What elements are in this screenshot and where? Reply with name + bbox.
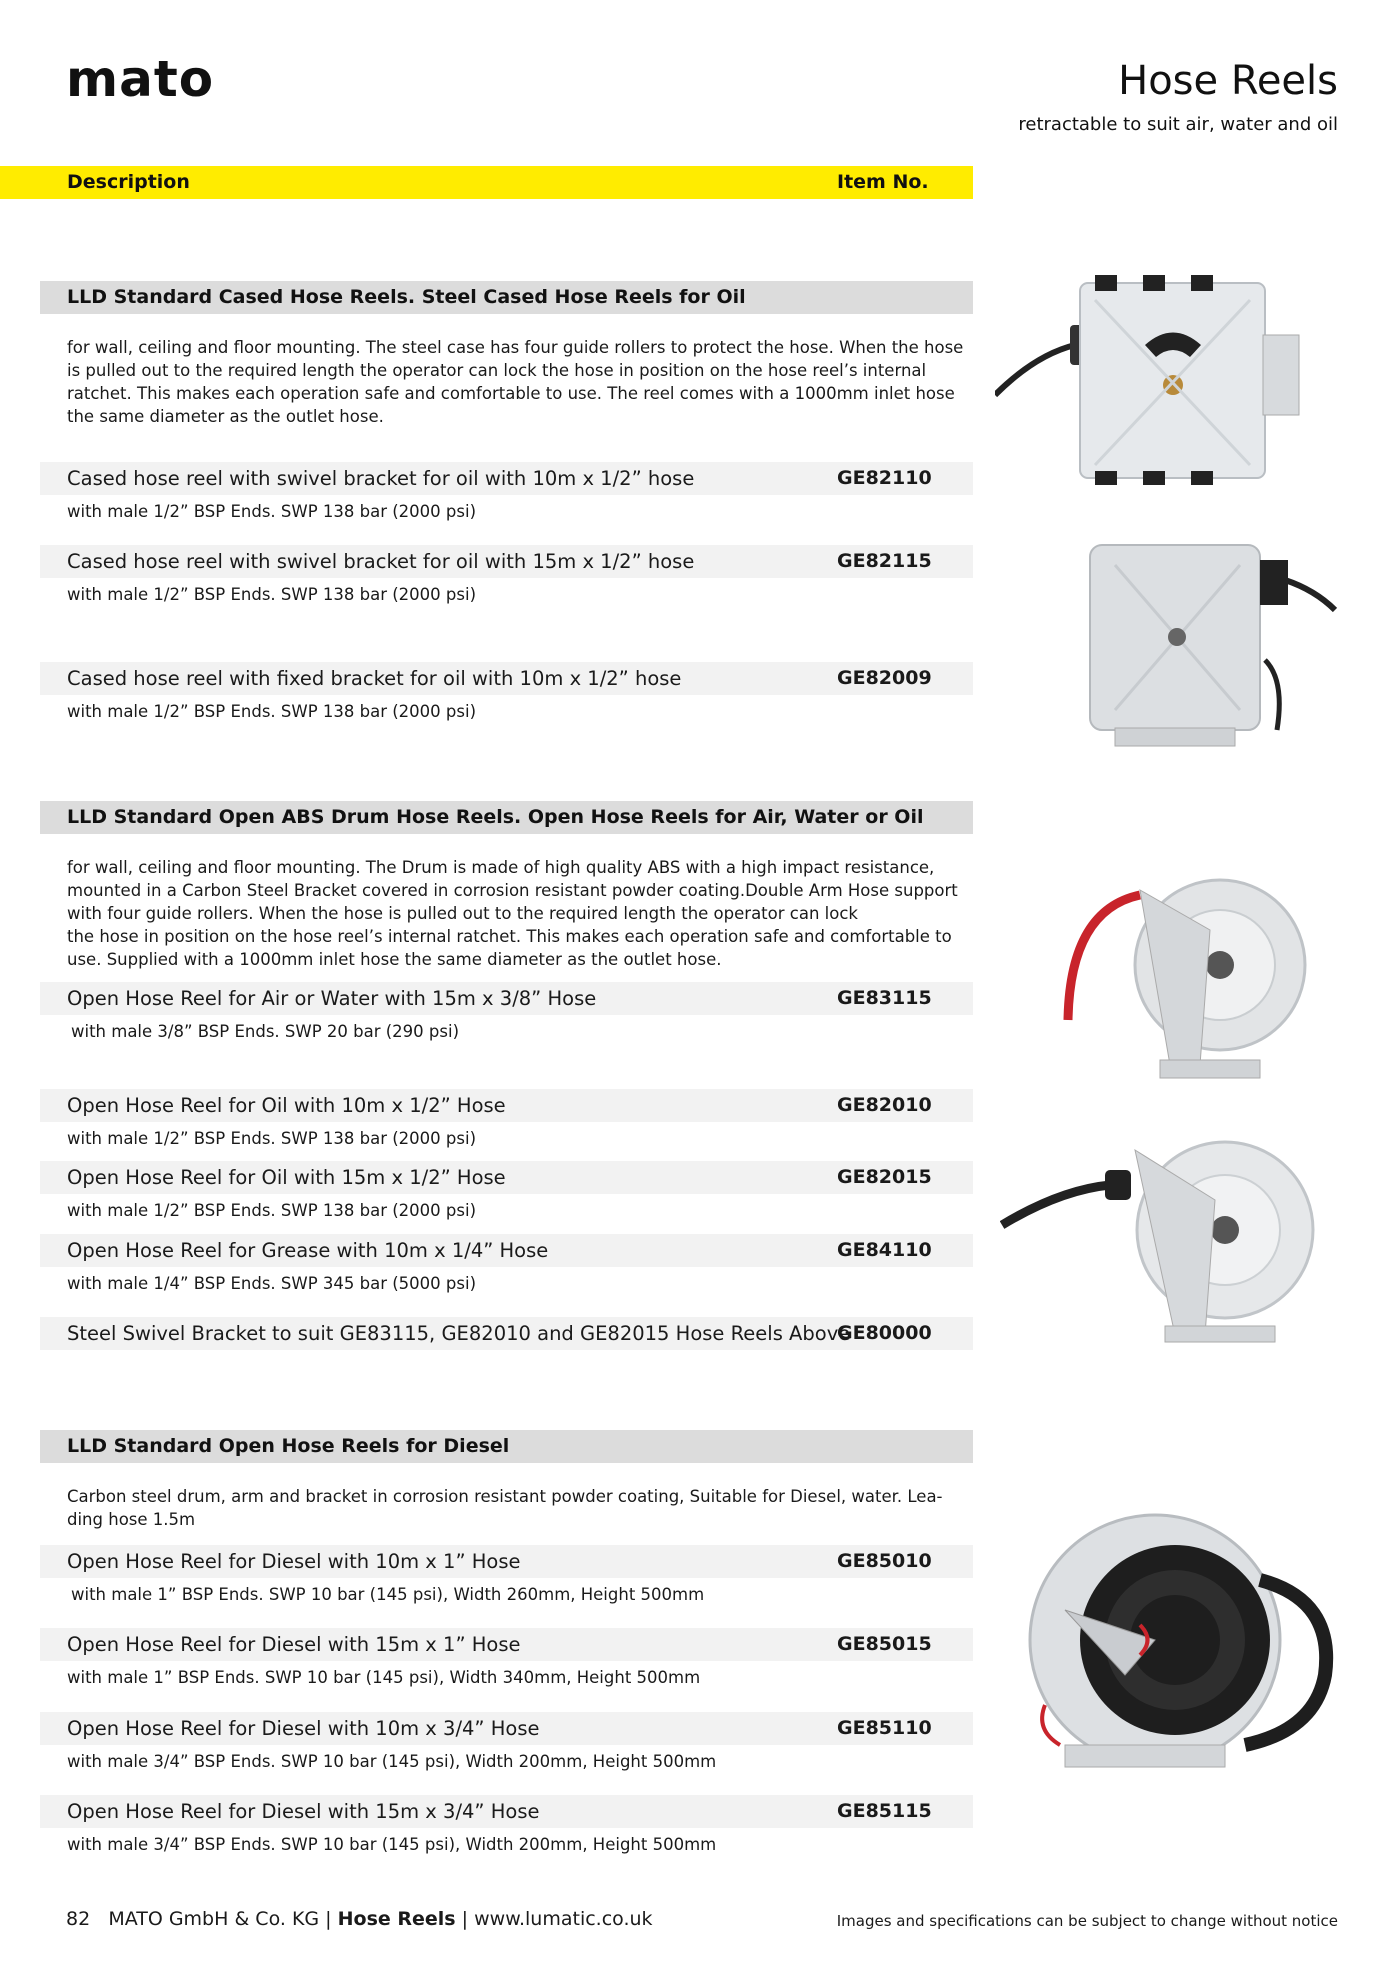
section-heading-cased: LLD Standard Cased Hose Reels. Steel Cased Hose Reels for Oil [40, 281, 973, 314]
cased-hose-reel-swivel-image [995, 275, 1315, 485]
product-description: Open Hose Reel for Diesel with 10m x 3/4” Hose [67, 1717, 540, 1740]
item-number: GE84110 [837, 1239, 932, 1261]
product-spec: with male 1” BSP Ends. SWP 10 bar (145 psi), Width 340mm, Height 500mm [67, 1668, 701, 1687]
footer-company: MATO GmbH & Co. KG | [108, 1908, 332, 1930]
product-spec: with male 1/2” BSP Ends. SWP 138 bar (2000 psi) [67, 702, 477, 721]
product-description: Open Hose Reel for Oil with 10m x 1/2” Hose [67, 1094, 506, 1117]
item-number: GE82010 [837, 1094, 932, 1116]
product-spec: with male 1/2” BSP Ends. SWP 138 bar (2000 psi) [67, 1201, 477, 1220]
product-row [40, 1795, 973, 1828]
product-spec: with male 1/4” BSP Ends. SWP 345 bar (5000 psi) [67, 1274, 477, 1293]
product-spec: with male 1/2” BSP Ends. SWP 138 bar (2000 psi) [67, 1129, 477, 1148]
product-description: Open Hose Reel for Oil with 15m x 1/2” Hose [67, 1166, 506, 1189]
item-number: GE85115 [837, 1800, 932, 1822]
product-spec: with male 3/4” BSP Ends. SWP 10 bar (145 psi), Width 200mm, Height 500mm [67, 1835, 717, 1854]
cased-hose-reel-fixed-image [1085, 540, 1340, 750]
product-description: Open Hose Reel for Grease with 10m x 1/4” Hose [67, 1239, 549, 1262]
product-row [40, 1628, 973, 1661]
footer-separator: | [461, 1908, 469, 1930]
product-description: Open Hose Reel for Diesel with 10m x 1” Hose [67, 1550, 521, 1573]
product-row [40, 1089, 973, 1122]
product-description: Open Hose Reel for Diesel with 15m x 1” Hose [67, 1633, 521, 1656]
product-row [40, 982, 973, 1015]
item-number: GE82110 [837, 467, 932, 489]
product-spec: with male 1/2” BSP Ends. SWP 138 bar (2000 psi) [67, 585, 477, 604]
section-heading-open-abs: LLD Standard Open ABS Drum Hose Reels. Open Hose Reels for Air, Water or Oil [40, 801, 973, 834]
product-row [40, 1545, 973, 1578]
page-title: Hose Reels [1118, 58, 1338, 104]
product-description: Open Hose Reel for Air or Water with 15m x 3/8” Hose [67, 987, 597, 1010]
open-hose-reel-air-image [1060, 870, 1320, 1085]
item-number: GE85015 [837, 1633, 932, 1655]
item-number: GE80000 [837, 1322, 932, 1344]
item-number: GE85010 [837, 1550, 932, 1572]
section-heading-diesel: LLD Standard Open Hose Reels for Diesel [40, 1430, 973, 1463]
product-row [40, 1317, 973, 1350]
item-number: GE82009 [837, 667, 932, 689]
product-row [40, 662, 973, 695]
item-number: GE82015 [837, 1166, 932, 1188]
product-row [40, 462, 973, 495]
diesel-hose-reel-image [1005, 1500, 1340, 1775]
page-footer [66, 1908, 653, 1930]
page-subtitle: retractable to suit air, water and oil [1018, 114, 1338, 135]
footer-url[interactable]: www.lumatic.co.uk [474, 1908, 653, 1930]
description-column-header: Description [67, 171, 190, 193]
section-description-diesel: Carbon steel drum, arm and bracket in corrosion resistant powder coating, Suitable for Diesel, water. Lea- ding hose 1.5m [67, 1487, 943, 1529]
item-number: GE82115 [837, 550, 932, 572]
section-description-open-abs: for wall, ceiling and floor mounting. The Drum is made of high quality ABS with a high impact resistance, mounted in a Carbon Steel Bracket covered in corrosion resistant powder coating.Double Arm Hose support with four guide rollers. When the hose is pulled out to the required length the operator can lock the hose in position on the hose reel’s internal ratchet. This makes each operation safe and comfortable to use. Supplied with a 1000mm inlet hose the same diameter as the outlet hose. [67, 858, 958, 969]
product-row [40, 1234, 973, 1267]
item-number: GE83115 [837, 987, 932, 1009]
section-description-cased: for wall, ceiling and floor mounting. The steel case has four guide rollers to protect the hose. When the hose is pulled out to the required length the operator can lock the hose in position on the hose reel’s internal ratchet. This makes each operation safe and comfortable to use. The reel comes with a 1000mm inlet hose the same diameter as the outlet hose. [67, 338, 964, 426]
page-number: 82 [66, 1908, 91, 1930]
product-description: Open Hose Reel for Diesel with 15m x 3/4” Hose [67, 1800, 540, 1823]
product-description: Cased hose reel with swivel bracket for oil with 15m x 1/2” hose [67, 550, 695, 573]
product-spec: with male 3/8” BSP Ends. SWP 20 bar (290 psi) [71, 1022, 460, 1041]
open-hose-reel-oil-image [1000, 1130, 1320, 1345]
table-header-bar [0, 166, 973, 199]
item-no-column-header: Item No. [837, 171, 929, 193]
product-row [40, 1161, 973, 1194]
product-description: Steel Swivel Bracket to suit GE83115, GE82010 and GE82015 Hose Reels Above [67, 1322, 851, 1345]
product-row [40, 1712, 973, 1745]
footer-section: Hose Reels [337, 1908, 456, 1930]
footer-notice: Images and specifications can be subject to change without notice [836, 1912, 1338, 1930]
product-spec: with male 1” BSP Ends. SWP 10 bar (145 psi), Width 260mm, Height 500mm [71, 1585, 705, 1604]
product-spec: with male 1/2” BSP Ends. SWP 138 bar (2000 psi) [67, 502, 477, 521]
product-row [40, 545, 973, 578]
product-description: Cased hose reel with fixed bracket for oil with 10m x 1/2” hose [67, 667, 682, 690]
brand-logo: mato [66, 50, 215, 108]
product-description: Cased hose reel with swivel bracket for oil with 10m x 1/2” hose [67, 467, 695, 490]
item-number: GE85110 [837, 1717, 932, 1739]
product-spec: with male 3/4” BSP Ends. SWP 10 bar (145 psi), Width 200mm, Height 500mm [67, 1752, 717, 1771]
